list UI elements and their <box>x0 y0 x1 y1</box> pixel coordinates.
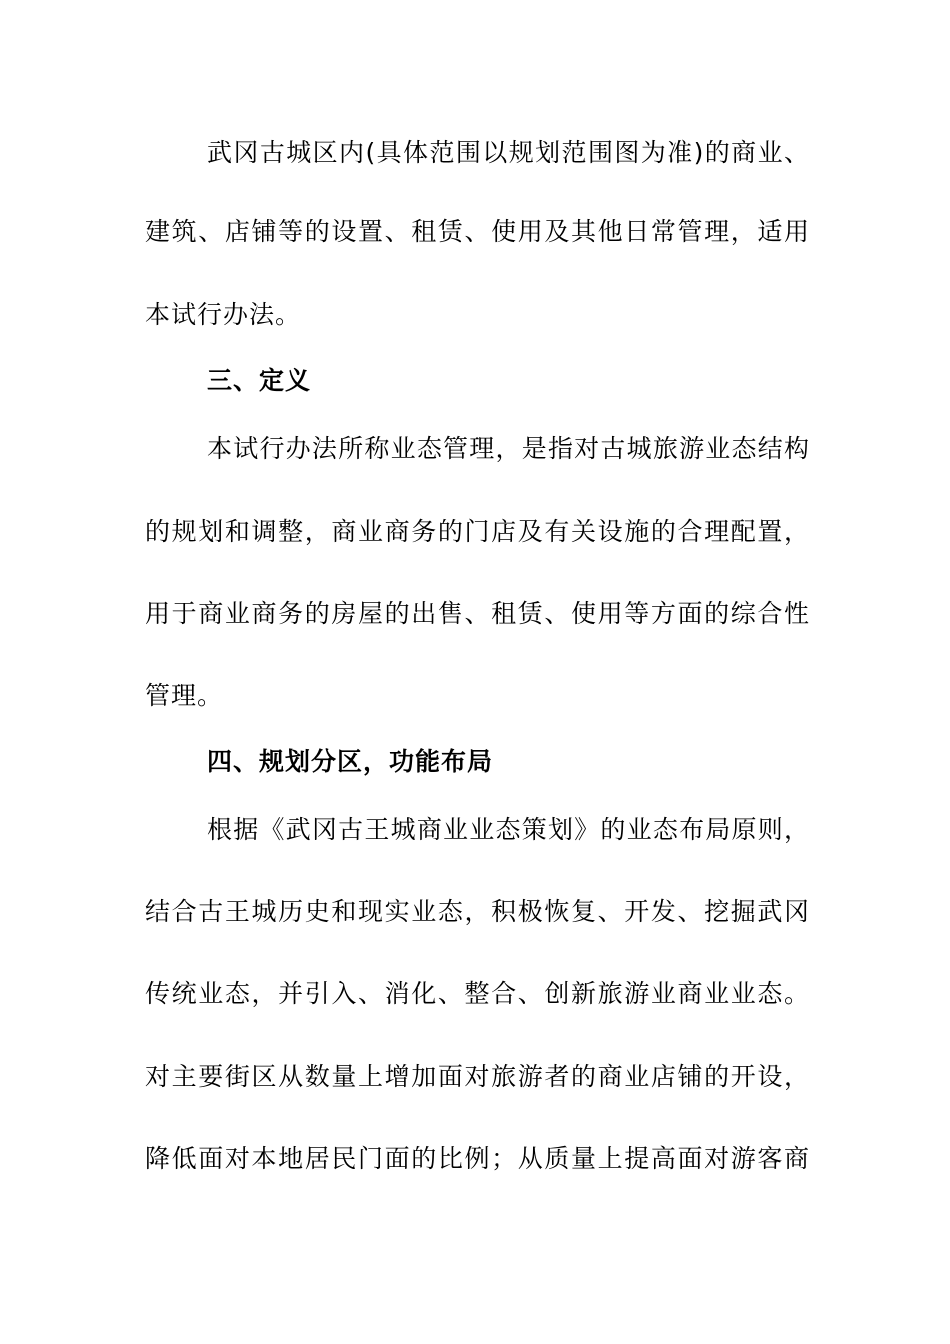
paragraph-line: 管理。 <box>145 681 224 710</box>
paragraph-line: 传统业态，并引入、消化、整合、创新旅游业商业业态。 <box>145 979 810 1008</box>
paragraph-line: 降低面对本地居民门面的比例；从质量上提高面对游客商 <box>145 1144 810 1173</box>
section-heading: 四、规划分区，功能布局 <box>207 747 494 776</box>
paragraph-line: 本试行办法所称业态管理，是指对古城旅游业态结构 <box>207 434 810 463</box>
paragraph-line: 的规划和调整，商业商务的门店及有关设施的合理配置， <box>145 517 810 546</box>
paragraph-line: 武冈古城区内(具体范围以规划范围图为准)的商业、 <box>207 138 810 167</box>
paragraph-line: 结合古王城历史和现实业态，积极恢复、开发、挖掘武冈 <box>145 897 810 926</box>
paragraph-line: 对主要街区从数量上增加面对旅游者的商业店铺的开设， <box>145 1062 810 1091</box>
section-heading: 三、定义 <box>207 366 312 395</box>
paragraph-line: 建筑、店铺等的设置、租赁、使用及其他日常管理，适用 <box>145 217 810 246</box>
paragraph-line: 根据《武冈古王城商业业态策划》的业态布局原则， <box>207 815 810 844</box>
paragraph-line: 本试行办法。 <box>145 300 302 329</box>
paragraph-line: 用于商业商务的房屋的出售、租赁、使用等方面的综合性 <box>145 599 810 628</box>
